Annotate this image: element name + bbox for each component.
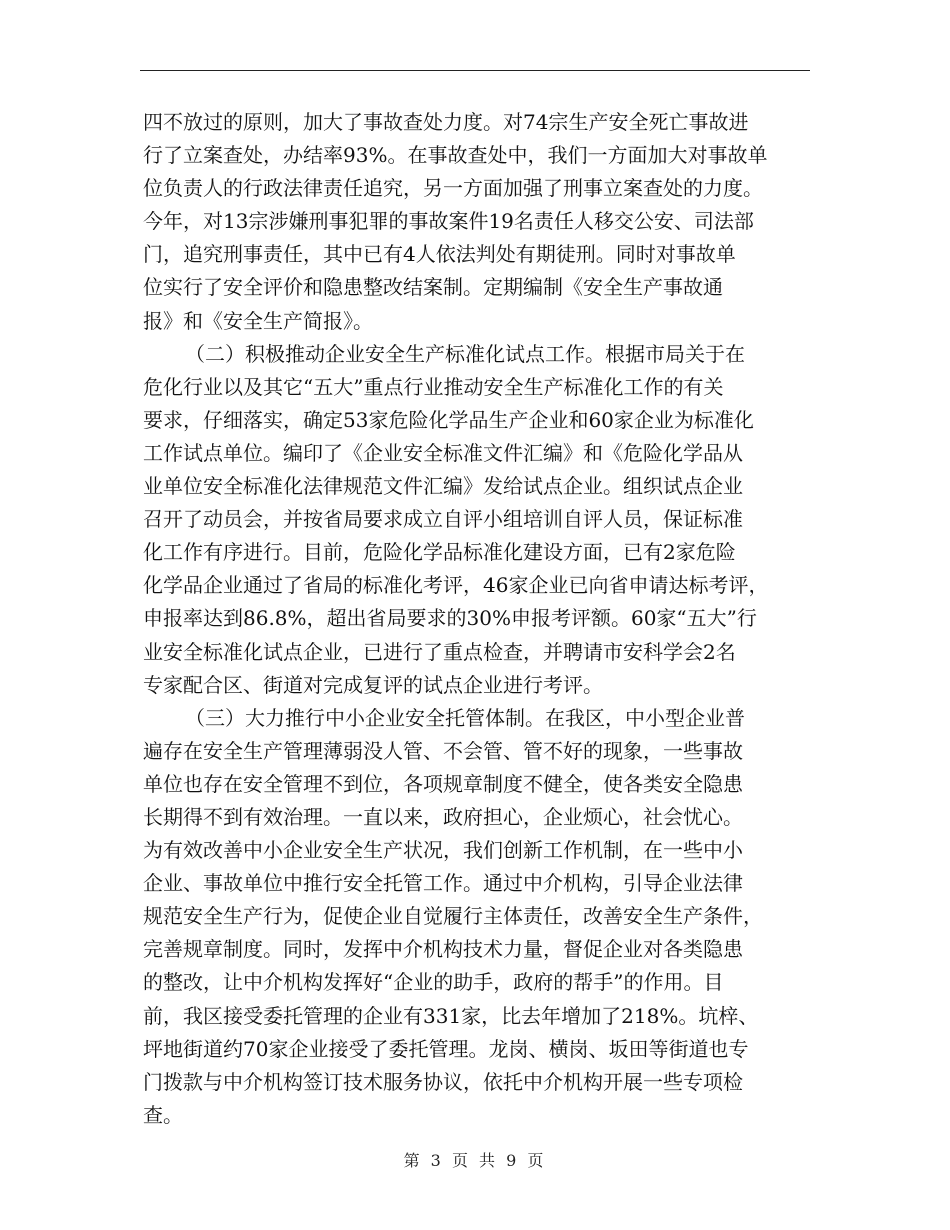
text-line: （二）积极推动企业安全生产标准化试点工作。根据市局关于在 xyxy=(185,341,745,366)
text-line: 门，追究刑事责任，其中已有4人依法判处有期徒刑。同时对事故单 xyxy=(143,242,736,267)
text-line: 今年，对13宗涉嫌刑事犯罪的事故案件19名责任人移交公安、司法部 xyxy=(143,209,754,234)
text-line: 长期得不到有效治理。一直以来，政府担心，企业烦心，社会忧心。 xyxy=(143,804,743,829)
text-line: 业单位安全标准化法律规范文件汇编》发给试点企业。组织试点企业 xyxy=(143,474,743,499)
text-line: 企业、事故单位中推行安全托管工作。通过中介机构，引导企业法律 xyxy=(143,871,743,896)
text-line: 危化行业以及其它“五大”重点行业推动安全生产标准化工作的有关 xyxy=(143,374,724,399)
text-line: 坪地街道约70家企业接受了委托管理。龙岗、横岗、坂田等街道也专 xyxy=(143,1036,749,1061)
header-rule xyxy=(140,70,810,71)
text-line: 规范安全生产行为，促使企业自觉履行主体责任，改善安全生产条件， xyxy=(143,904,763,929)
text-line: （三）大力推行中小企业安全托管体制。在我区，中小型企业普 xyxy=(185,705,745,730)
text-line: 工作试点单位。编印了《企业安全标准文件汇编》和《危险化学品从 xyxy=(143,440,743,465)
text-line: 门拨款与中介机构签订技术服务协议，依托中介机构开展一些专项检 xyxy=(143,1069,743,1094)
text-line: 申报率达到86.8%，超出省局要求的30%申报考评额。60家“五大”行 xyxy=(143,606,757,631)
paragraph xyxy=(143,106,813,338)
text-line: 化工作有序进行。目前，危险化学品标准化建设方面，已有2家危险 xyxy=(143,540,736,565)
text-line: 召开了动员会，并按省局要求成立自评小组培训自评人员，保证标准 xyxy=(143,507,743,532)
text-line: 化学品企业通过了省局的标准化考评，46家企业已向省申请达标考评， xyxy=(143,573,769,598)
paragraph xyxy=(143,338,813,702)
page-number-footer: 第 3 页 共 9 页 xyxy=(403,1151,547,1170)
text-line: 查。 xyxy=(143,1102,183,1127)
text-line: 单位也存在安全管理不到位，各项规章制度不健全，使各类安全隐患 xyxy=(143,771,743,796)
text-line: 遍存在安全生产管理薄弱没人管、不会管、管不好的现象，一些事故 xyxy=(143,738,743,763)
text-line: 完善规章制度。同时，发挥中介机构技术力量，督促企业对各类隐患 xyxy=(143,937,743,962)
text-line: 业安全标准化试点企业，已进行了重点检查，并聘请市安科学会2名 xyxy=(143,639,736,664)
text-line: 前，我区接受委托管理的企业有331家，比去年增加了218%。坑梓、 xyxy=(143,1003,759,1028)
text-line: 报》和《安全生产简报》。 xyxy=(143,308,373,333)
text-line: 为有效改善中小企业安全生产状况，我们创新工作机制，在一些中小 xyxy=(143,838,743,863)
text-line: 四不放过的原则，加大了事故查处力度。对74宗生产安全死亡事故进 xyxy=(143,110,749,134)
text-line: 专家配合区、街道对完成复评的试点企业进行考评。 xyxy=(143,672,603,697)
text-line: 行了立案查处，办结率93%。在事故查处中，我们一方面加大对事故单 xyxy=(143,143,768,168)
text-line: 的整改，让中介机构发挥好“企业的助手，政府的帮手”的作用。目 xyxy=(143,970,724,995)
text-line: 位负责人的行政法律责任追究，另一方面加强了刑事立案查处的力度。 xyxy=(143,176,763,201)
text-line: 位实行了安全评价和隐患整改结案制。定期编制《安全生产事故通 xyxy=(143,275,723,300)
text-line: 要求，仔细落实，确定53家危险化学品生产企业和60家企业为标准化 xyxy=(143,407,754,432)
paragraph xyxy=(143,702,813,1132)
document-body xyxy=(143,106,813,1132)
